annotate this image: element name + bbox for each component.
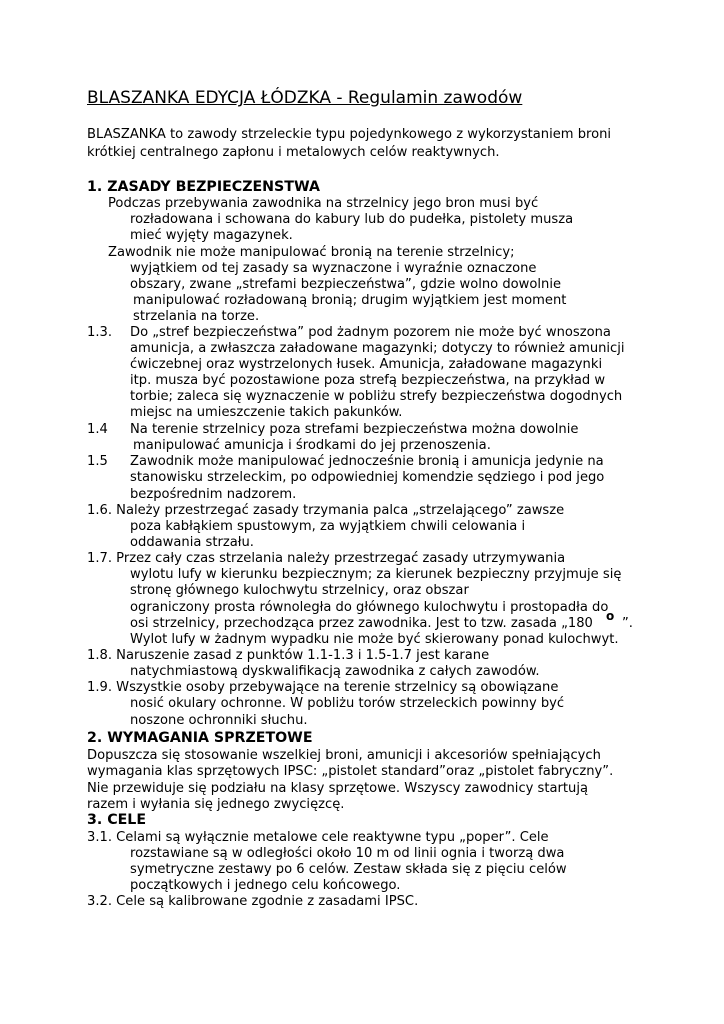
paragraph-line: stanowisku strzeleckim, po odpowiedniej komendzie sędziego i pod jego	[130, 470, 605, 485]
paragraph-line: ograniczony prosta równoległa do głównego kulochwytu i prostopadła do	[130, 600, 609, 615]
paragraph-line: 1.9. Wszystkie osoby przebywające na terenie strzelnicy są obowiązane	[87, 680, 559, 695]
paragraph-line: oddawania strzału.	[130, 535, 254, 550]
paragraph-line: Na terenie strzelnicy poza strefami bezpieczeństwa można dowolnie	[130, 422, 579, 437]
section-heading-equipment: 2. WYMAGANIA SPRZETOWE	[87, 730, 313, 746]
paragraph-line: ”.	[622, 616, 633, 631]
document-title: BLASZANKA EDYCJA ŁÓDZKA - Regulamin zawodów	[87, 88, 523, 108]
paragraph-line: symetryczne zestawy po 6 celów. Zestaw składa się z pięciu celów	[130, 862, 567, 877]
paragraph-line: strzelania na torze.	[133, 309, 260, 324]
paragraph-line: obszary, zwane „strefami bezpieczeństwa”, gdzie wolno dowolnie	[130, 277, 562, 292]
paragraph-line: 3.1. Celami są wyłącznie metalowe cele reaktywne typu „poper”. Cele	[87, 830, 549, 845]
intro-line: BLASZANKA to zawody strzeleckie typu pojedynkowego z wykorzystaniem broni	[87, 127, 612, 142]
paragraph-line: 1.8. Naruszenie zasad z punktów 1.1-1.3 i 1.5-1.7 jest karane	[87, 648, 490, 663]
paragraph-line: noszone ochronniki słuchu.	[130, 713, 308, 728]
paragraph-line: mieć wyjęty magazynek.	[130, 228, 293, 243]
paragraph-line: poza kabłąkiem spustowym, za wyjątkiem chwili celowania i	[130, 519, 526, 534]
paragraph-line: manipulować rozładowaną bronią; drugim wyjątkiem jest moment	[133, 293, 567, 308]
item-number: 1.5	[87, 454, 108, 469]
paragraph-line: początkowych i jednego celu końcowego.	[130, 878, 401, 893]
paragraph-line: manipulować amunicja i środkami do jej przenoszenia.	[133, 438, 491, 453]
paragraph-line: rozstawiane są w odległości około 10 m od linii ognia i tworzą dwa	[130, 846, 565, 861]
paragraph-line: 1.7. Przez cały czas strzelania należy przestrzegać zasady utrzymywania	[87, 551, 566, 566]
paragraph-line: torbie; zaleca się wyznaczenie w pobliżu strefy bezpieczeństwa dogodnych	[130, 389, 623, 404]
paragraph-line: Nie przewiduje się podziału na klasy sprzętowe. Wszyscy zawodnicy startują	[87, 781, 589, 796]
paragraph-line: Dopuszcza się stosowanie wszelkiej broni, amunicji i akcesoriów spełniających	[87, 748, 601, 763]
paragraph-line: Wylot lufy w żadnym wypadku nie może być skierowany ponad kulochwyt.	[130, 632, 619, 647]
paragraph-line: itp. musza być pozostawione poza strefą bezpieczeństwa, na przykład w	[130, 373, 606, 388]
paragraph-line: 1.6. Należy przestrzegać zasady trzymania palca „strzelającego” zawsze	[87, 503, 565, 518]
degree-symbol: o	[606, 609, 615, 623]
paragraph-line: razem i wyłania się jednego zwycięzcę.	[87, 797, 345, 812]
intro-line: krótkiej centralnego zapłonu i metalowych celów reaktywnych.	[87, 145, 500, 160]
section-heading-targets: 3. CELE	[87, 812, 147, 828]
paragraph-line: wymagania klas sprzętowych IPSC: „pistolet standard”oraz „pistolet fabryczny”.	[87, 764, 614, 779]
paragraph-line: Zawodnik nie może manipulować bronią na terenie strzelnicy;	[108, 245, 515, 260]
paragraph-line: rozładowana i schowana do kabury lub do pudełka, pistolety musza	[130, 212, 574, 227]
paragraph-line: Zawodnik może manipulować jednocześnie bronią i amunicja jedynie na	[130, 454, 604, 469]
paragraph-line: Podczas przebywania zawodnika na strzelnicy jego bron musi być	[108, 196, 539, 211]
item-number: 1.3.	[87, 325, 112, 340]
paragraph-line: 3.2. Cele są kalibrowane zgodnie z zasadami IPSC.	[87, 894, 419, 909]
paragraph-line: amunicja, a zwłaszcza załadowane magazynki; dotyczy to również amunicji	[130, 341, 625, 356]
paragraph-line: wyjątkiem od tej zasady sa wyznaczone i wyraźnie oznaczone	[130, 261, 537, 276]
paragraph-line: natychmiastową dyskwalifikacją zawodnika z całych zawodów.	[130, 664, 540, 679]
paragraph-line: bezpośrednim nadzorem.	[130, 487, 297, 502]
section-heading-safety: 1. ZASADY BEZPIECZENSTWA	[87, 179, 320, 195]
paragraph-line: osi strzelnicy, przechodząca przez zawodnika. Jest to tzw. zasada „180	[130, 616, 593, 631]
paragraph-line: ćwiczebnej oraz wystrzelonych łusek. Amunicja, załadowane magazynki	[130, 357, 603, 372]
paragraph-line: wylotu lufy w kierunku bezpiecznym; za kierunek bezpieczny przyjmuje się	[130, 567, 622, 582]
paragraph-line: miejsc na umieszczenie takich pakunków.	[130, 405, 403, 420]
paragraph-line: nosić okulary ochronne. W pobliżu torów strzeleckich powinny być	[130, 696, 565, 711]
paragraph-line: Do „stref bezpieczeństwa” pod żadnym pozorem nie może być wnoszona	[130, 325, 611, 340]
item-number: 1.4	[87, 422, 108, 437]
paragraph-line: stronę głównego kulochwytu strzelnicy, oraz obszar	[130, 583, 469, 598]
